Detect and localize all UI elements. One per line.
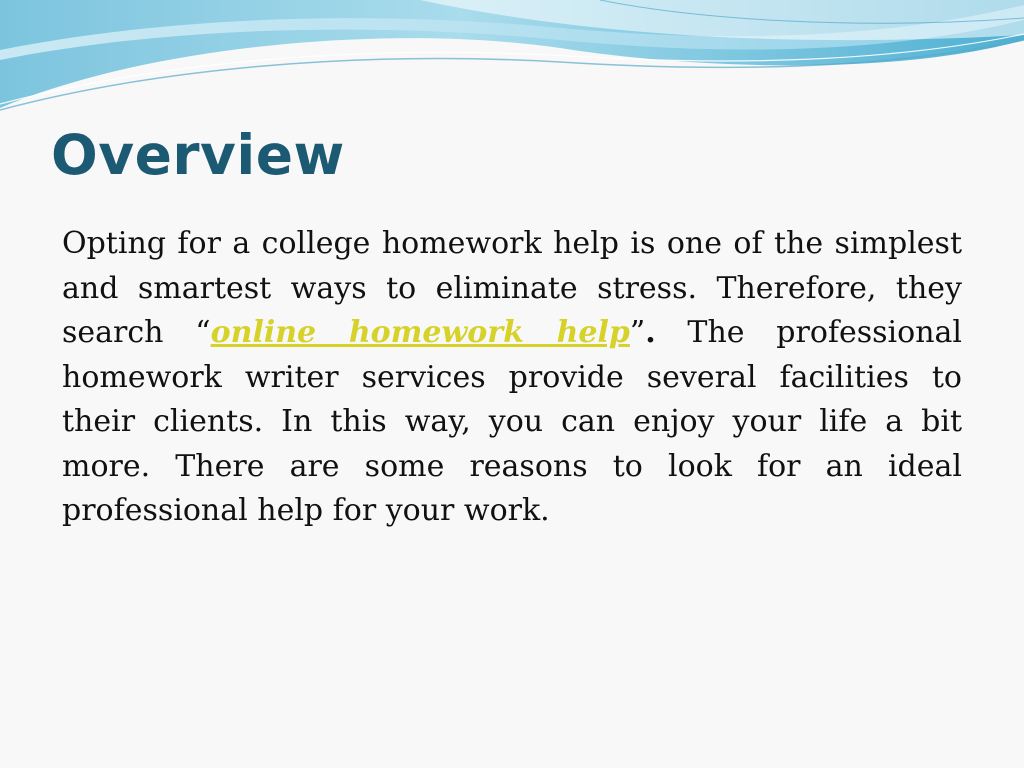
overview-paragraph — [62, 222, 962, 534]
paragraph-text-end: The professional homework writer services provide several facilities to their clients. In this way, you can enjoy your life a bit more. There are some reasons to look for an ideal professional help for your work. — [62, 315, 963, 528]
paragraph-text-start: Opting for a college homework help is one of the simplest and smartest ways to eliminate stress. Therefore, they search “ — [62, 226, 962, 350]
paragraph-period: . — [645, 315, 656, 350]
slide-title: Overview — [51, 123, 345, 187]
paragraph-close-quote: ” — [629, 315, 646, 350]
online-homework-help-link[interactable]: online homework help — [210, 315, 630, 350]
header-wave-decoration — [0, 0, 1024, 120]
